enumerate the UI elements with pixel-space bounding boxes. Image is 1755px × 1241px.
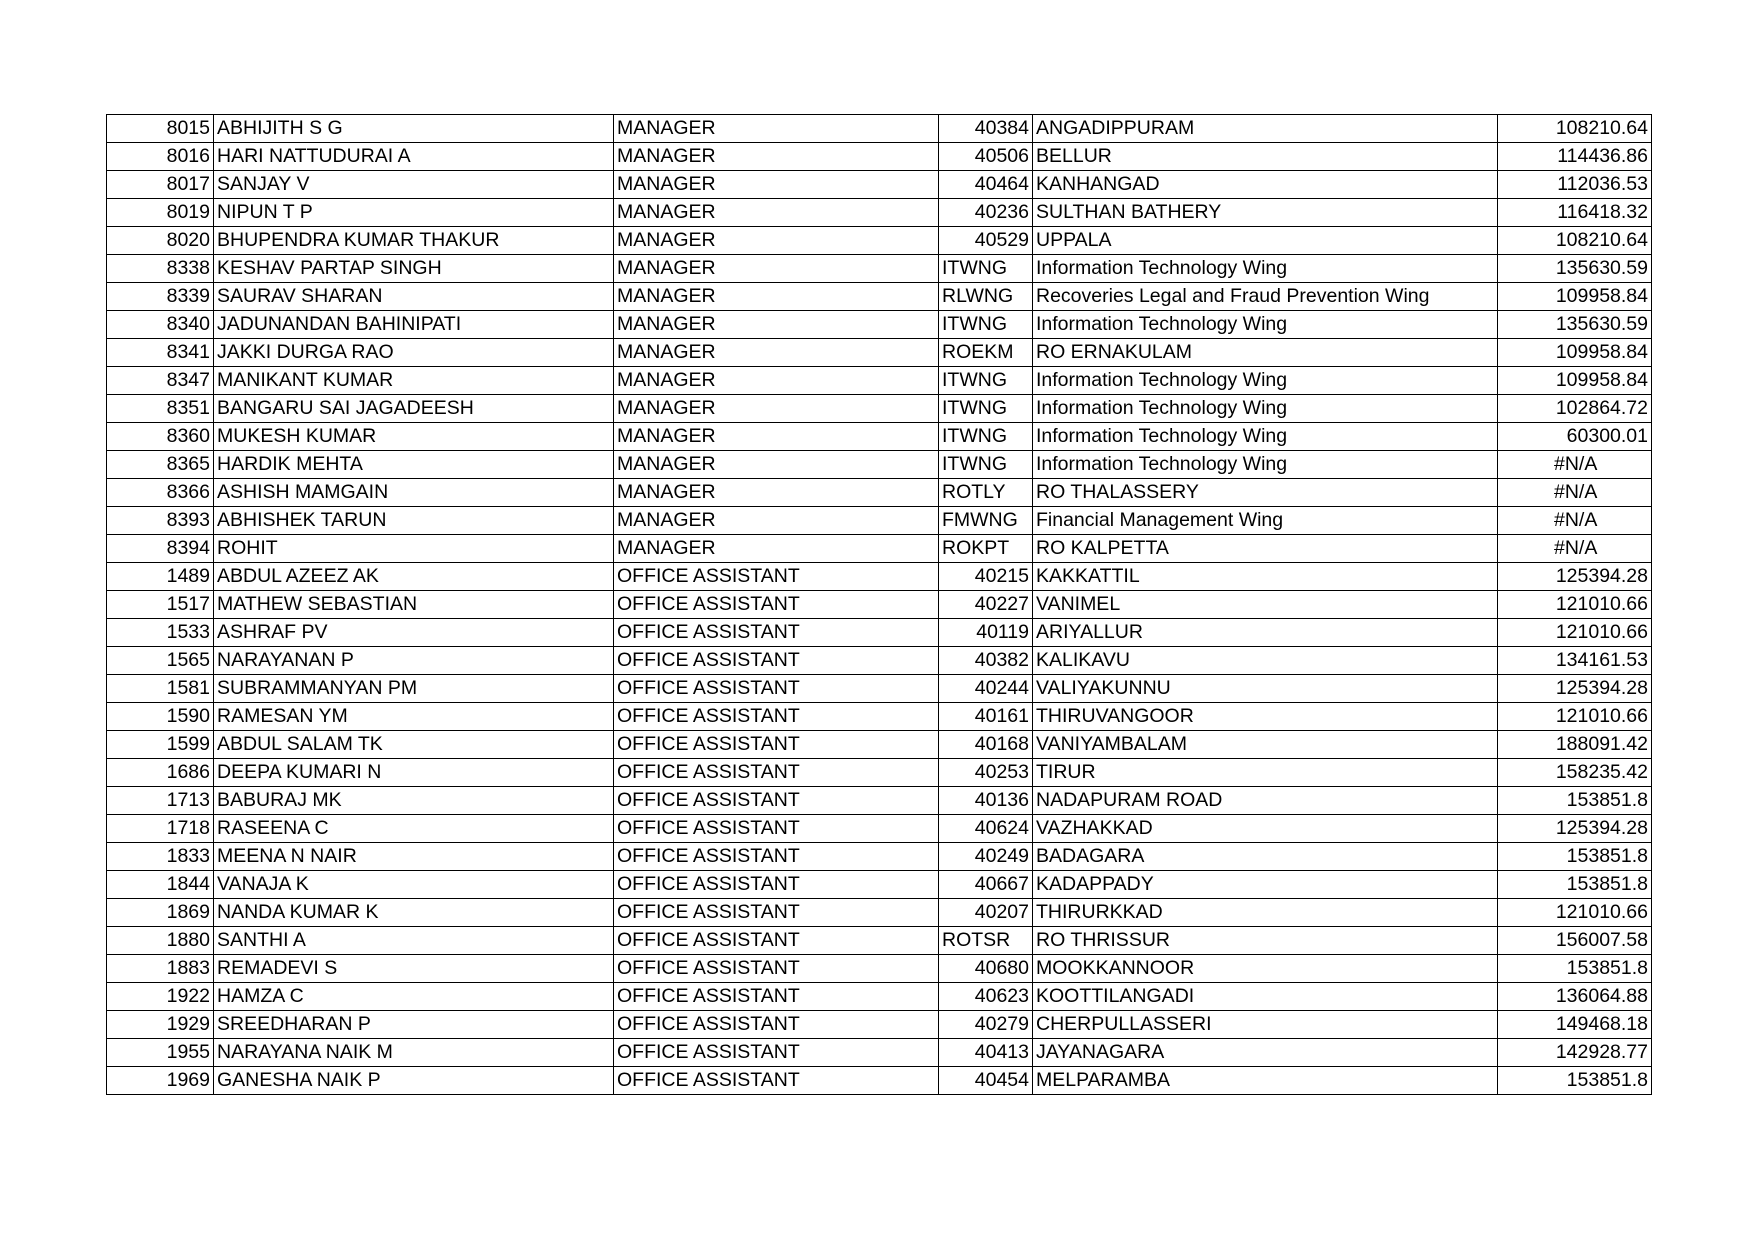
branch-name-cell: Financial Management Wing [1033,507,1498,535]
branch-code-cell: 40236 [939,199,1033,227]
employee-name-cell: HAMZA C [214,983,614,1011]
designation-cell: OFFICE ASSISTANT [614,759,939,787]
employee-name-cell: JADUNANDAN BAHINIPATI [214,311,614,339]
table-row [107,899,1652,927]
designation-cell: MANAGER [614,199,939,227]
branch-name-cell: Information Technology Wing [1033,451,1498,479]
employee-id-cell: 1880 [107,927,214,955]
branch-code-cell: 40529 [939,227,1033,255]
table-row [107,339,1652,367]
employee-name-cell: ASHRAF PV [214,619,614,647]
branch-code-cell: 40215 [939,563,1033,591]
employee-id-cell: 1929 [107,1011,214,1039]
branch-name-cell: JAYANAGARA [1033,1039,1498,1067]
branch-name-cell: RO THRISSUR [1033,927,1498,955]
designation-cell: MANAGER [614,311,939,339]
designation-cell: OFFICE ASSISTANT [614,955,939,983]
branch-name-cell: KANHANGAD [1033,171,1498,199]
amount-cell: 125394.28 [1498,815,1652,843]
branch-name-cell: BELLUR [1033,143,1498,171]
branch-code-cell: ITWNG [939,255,1033,283]
branch-name-cell: KADAPPADY [1033,871,1498,899]
amount-cell: 136064.88 [1498,983,1652,1011]
employee-id-cell: 8341 [107,339,214,367]
branch-name-cell: Information Technology Wing [1033,311,1498,339]
designation-cell: MANAGER [614,451,939,479]
branch-name-cell: KALIKAVU [1033,647,1498,675]
amount-cell: 135630.59 [1498,255,1652,283]
branch-name-cell: ARIYALLUR [1033,619,1498,647]
branch-code-cell: 40384 [939,115,1033,143]
designation-cell: MANAGER [614,143,939,171]
designation-cell: OFFICE ASSISTANT [614,619,939,647]
table-row [107,619,1652,647]
branch-name-cell: Information Technology Wing [1033,423,1498,451]
branch-code-cell: 40168 [939,731,1033,759]
table-row [107,1067,1652,1095]
employee-name-cell: VANAJA K [214,871,614,899]
designation-cell: MANAGER [614,255,939,283]
designation-cell: MANAGER [614,367,939,395]
amount-cell: 142928.77 [1498,1039,1652,1067]
table-row [107,451,1652,479]
table-row [107,143,1652,171]
table-row [107,535,1652,563]
employee-name-cell: GANESHA NAIK P [214,1067,614,1095]
amount-cell: 108210.64 [1498,227,1652,255]
amount-cell: #N/A [1498,479,1652,507]
amount-cell: 158235.42 [1498,759,1652,787]
amount-cell: 153851.8 [1498,787,1652,815]
employee-table [106,114,1652,1095]
table-row [107,283,1652,311]
branch-code-cell: 40667 [939,871,1033,899]
branch-code-cell: 40454 [939,1067,1033,1095]
branch-name-cell: KOOTTILANGADI [1033,983,1498,1011]
employee-name-cell: RAMESAN YM [214,703,614,731]
table-row [107,703,1652,731]
designation-cell: MANAGER [614,507,939,535]
branch-name-cell: Information Technology Wing [1033,367,1498,395]
employee-id-cell: 8394 [107,535,214,563]
branch-code-cell: RLWNG [939,283,1033,311]
employee-name-cell: MATHEW SEBASTIAN [214,591,614,619]
branch-code-cell: 40464 [939,171,1033,199]
branch-code-cell: 40161 [939,703,1033,731]
employee-id-cell: 1869 [107,899,214,927]
table-row [107,983,1652,1011]
table-row [107,843,1652,871]
branch-code-cell: ITWNG [939,451,1033,479]
employee-name-cell: NARAYANAN P [214,647,614,675]
branch-name-cell: Recoveries Legal and Fraud Prevention Wing [1033,283,1498,311]
amount-cell: 60300.01 [1498,423,1652,451]
designation-cell: OFFICE ASSISTANT [614,843,939,871]
table-row [107,227,1652,255]
designation-cell: MANAGER [614,395,939,423]
employee-name-cell: HARDIK MEHTA [214,451,614,479]
designation-cell: OFFICE ASSISTANT [614,1011,939,1039]
branch-code-cell: 40207 [939,899,1033,927]
branch-name-cell: BADAGARA [1033,843,1498,871]
employee-name-cell: KESHAV PARTAP SINGH [214,255,614,283]
table-row [107,815,1652,843]
designation-cell: MANAGER [614,535,939,563]
amount-cell: 109958.84 [1498,339,1652,367]
branch-code-cell: 40227 [939,591,1033,619]
table-row [107,1039,1652,1067]
branch-name-cell: VALIYAKUNNU [1033,675,1498,703]
employee-id-cell: 1955 [107,1039,214,1067]
branch-code-cell: ROEKM [939,339,1033,367]
amount-cell: 156007.58 [1498,927,1652,955]
table-row [107,1011,1652,1039]
designation-cell: OFFICE ASSISTANT [614,787,939,815]
branch-code-cell: 40506 [939,143,1033,171]
amount-cell: 134161.53 [1498,647,1652,675]
employee-id-cell: 1718 [107,815,214,843]
employee-name-cell: ABDUL SALAM TK [214,731,614,759]
table-row [107,759,1652,787]
branch-name-cell: RO THALASSERY [1033,479,1498,507]
employee-name-cell: SANJAY V [214,171,614,199]
amount-cell: 153851.8 [1498,1067,1652,1095]
table-row [107,367,1652,395]
designation-cell: MANAGER [614,283,939,311]
amount-cell: 108210.64 [1498,115,1652,143]
table-row [107,955,1652,983]
employee-name-cell: ABHIJITH S G [214,115,614,143]
designation-cell: OFFICE ASSISTANT [614,591,939,619]
branch-code-cell: 40253 [939,759,1033,787]
employee-name-cell: SUBRAMMANYAN PM [214,675,614,703]
employee-name-cell: NARAYANA NAIK M [214,1039,614,1067]
branch-code-cell: 40279 [939,1011,1033,1039]
employee-id-cell: 8339 [107,283,214,311]
branch-code-cell: 40382 [939,647,1033,675]
employee-name-cell: MANIKANT KUMAR [214,367,614,395]
table-row [107,675,1652,703]
amount-cell: 121010.66 [1498,899,1652,927]
employee-id-cell: 1713 [107,787,214,815]
employee-name-cell: BHUPENDRA KUMAR THAKUR [214,227,614,255]
table-row [107,647,1652,675]
branch-name-cell: Information Technology Wing [1033,395,1498,423]
amount-cell: #N/A [1498,451,1652,479]
employee-id-cell: 1833 [107,843,214,871]
amount-cell: 149468.18 [1498,1011,1652,1039]
employee-id-cell: 1922 [107,983,214,1011]
employee-name-cell: NIPUN T P [214,199,614,227]
employee-name-cell: ABDUL AZEEZ AK [214,563,614,591]
branch-code-cell: ROTSR [939,927,1033,955]
employee-id-cell: 1489 [107,563,214,591]
table-row [107,563,1652,591]
designation-cell: OFFICE ASSISTANT [614,899,939,927]
table-row [107,199,1652,227]
amount-cell: 114436.86 [1498,143,1652,171]
branch-name-cell: RO KALPETTA [1033,535,1498,563]
employee-id-cell: 1533 [107,619,214,647]
employee-name-cell: JAKKI DURGA RAO [214,339,614,367]
branch-name-cell: VANIMEL [1033,591,1498,619]
employee-id-cell: 1969 [107,1067,214,1095]
employee-id-cell: 8017 [107,171,214,199]
employee-id-cell: 8393 [107,507,214,535]
designation-cell: OFFICE ASSISTANT [614,647,939,675]
table-row [107,395,1652,423]
employee-name-cell: SANTHI A [214,927,614,955]
amount-cell: 109958.84 [1498,367,1652,395]
branch-code-cell: ROKPT [939,535,1033,563]
designation-cell: OFFICE ASSISTANT [614,983,939,1011]
designation-cell: MANAGER [614,339,939,367]
table-row [107,479,1652,507]
employee-name-cell: ABHISHEK TARUN [214,507,614,535]
designation-cell: OFFICE ASSISTANT [614,815,939,843]
branch-name-cell: THIRUVANGOOR [1033,703,1498,731]
amount-cell: 188091.42 [1498,731,1652,759]
branch-name-cell: CHERPULLASSERI [1033,1011,1498,1039]
employee-id-cell: 1599 [107,731,214,759]
table-row [107,115,1652,143]
designation-cell: OFFICE ASSISTANT [614,703,939,731]
branch-code-cell: ITWNG [939,367,1033,395]
amount-cell: 116418.32 [1498,199,1652,227]
amount-cell: 153851.8 [1498,843,1652,871]
branch-code-cell: 40623 [939,983,1033,1011]
employee-id-cell: 8016 [107,143,214,171]
branch-name-cell: Information Technology Wing [1033,255,1498,283]
branch-name-cell: ANGADIPPURAM [1033,115,1498,143]
table-row [107,255,1652,283]
designation-cell: MANAGER [614,171,939,199]
amount-cell: 112036.53 [1498,171,1652,199]
branch-name-cell: VAZHAKKAD [1033,815,1498,843]
branch-code-cell: ROTLY [939,479,1033,507]
branch-code-cell: ITWNG [939,423,1033,451]
employee-name-cell: BANGARU SAI JAGADEESH [214,395,614,423]
table-row [107,591,1652,619]
branch-code-cell: 40136 [939,787,1033,815]
branch-name-cell: SULTHAN BATHERY [1033,199,1498,227]
table-row [107,507,1652,535]
branch-code-cell: 40249 [939,843,1033,871]
employee-id-cell: 8366 [107,479,214,507]
employee-name-cell: ASHISH MAMGAIN [214,479,614,507]
employee-name-cell: MEENA N NAIR [214,843,614,871]
employee-id-cell: 1883 [107,955,214,983]
branch-code-cell: ITWNG [939,395,1033,423]
table-row [107,731,1652,759]
amount-cell: 153851.8 [1498,871,1652,899]
employee-name-cell: HARI NATTUDURAI A [214,143,614,171]
branch-code-cell: 40119 [939,619,1033,647]
employee-name-cell: NANDA KUMAR K [214,899,614,927]
branch-name-cell: MOOKKANNOOR [1033,955,1498,983]
employee-name-cell: RASEENA C [214,815,614,843]
amount-cell: #N/A [1498,535,1652,563]
amount-cell: #N/A [1498,507,1652,535]
employee-id-cell: 8340 [107,311,214,339]
branch-name-cell: KAKKATTIL [1033,563,1498,591]
table-row [107,171,1652,199]
branch-name-cell: NADAPURAM ROAD [1033,787,1498,815]
employee-id-cell: 8365 [107,451,214,479]
employee-id-cell: 1565 [107,647,214,675]
employee-name-cell: DEEPA KUMARI N [214,759,614,787]
designation-cell: OFFICE ASSISTANT [614,871,939,899]
employee-id-cell: 8015 [107,115,214,143]
branch-code-cell: FMWNG [939,507,1033,535]
designation-cell: OFFICE ASSISTANT [614,675,939,703]
designation-cell: OFFICE ASSISTANT [614,1039,939,1067]
amount-cell: 153851.8 [1498,955,1652,983]
branch-name-cell: UPPALA [1033,227,1498,255]
table-row [107,423,1652,451]
employee-id-cell: 1844 [107,871,214,899]
designation-cell: OFFICE ASSISTANT [614,1067,939,1095]
employee-id-cell: 8351 [107,395,214,423]
branch-name-cell: RO ERNAKULAM [1033,339,1498,367]
amount-cell: 102864.72 [1498,395,1652,423]
table-row [107,311,1652,339]
amount-cell: 121010.66 [1498,703,1652,731]
table-row [107,871,1652,899]
amount-cell: 121010.66 [1498,591,1652,619]
table-row [107,927,1652,955]
amount-cell: 135630.59 [1498,311,1652,339]
amount-cell: 121010.66 [1498,619,1652,647]
employee-id-cell: 8019 [107,199,214,227]
employee-id-cell: 1581 [107,675,214,703]
branch-name-cell: THIRURKKAD [1033,899,1498,927]
designation-cell: MANAGER [614,115,939,143]
branch-code-cell: 40413 [939,1039,1033,1067]
branch-code-cell: 40244 [939,675,1033,703]
employee-id-cell: 8360 [107,423,214,451]
employee-name-cell: SAURAV SHARAN [214,283,614,311]
amount-cell: 125394.28 [1498,563,1652,591]
employee-id-cell: 1686 [107,759,214,787]
designation-cell: MANAGER [614,479,939,507]
employee-name-cell: BABURAJ MK [214,787,614,815]
branch-code-cell: ITWNG [939,311,1033,339]
employee-table-body [107,115,1652,1095]
designation-cell: OFFICE ASSISTANT [614,563,939,591]
employee-id-cell: 1590 [107,703,214,731]
employee-name-cell: REMADEVI S [214,955,614,983]
employee-name-cell: SREEDHARAN P [214,1011,614,1039]
employee-id-cell: 8338 [107,255,214,283]
branch-code-cell: 40680 [939,955,1033,983]
employee-id-cell: 8020 [107,227,214,255]
employee-name-cell: ROHIT [214,535,614,563]
amount-cell: 109958.84 [1498,283,1652,311]
employee-name-cell: MUKESH KUMAR [214,423,614,451]
branch-name-cell: MELPARAMBA [1033,1067,1498,1095]
amount-cell: 125394.28 [1498,675,1652,703]
designation-cell: MANAGER [614,423,939,451]
branch-code-cell: 40624 [939,815,1033,843]
employee-id-cell: 8347 [107,367,214,395]
table-row [107,787,1652,815]
branch-name-cell: VANIYAMBALAM [1033,731,1498,759]
designation-cell: MANAGER [614,227,939,255]
designation-cell: OFFICE ASSISTANT [614,927,939,955]
employee-id-cell: 1517 [107,591,214,619]
branch-name-cell: TIRUR [1033,759,1498,787]
designation-cell: OFFICE ASSISTANT [614,731,939,759]
